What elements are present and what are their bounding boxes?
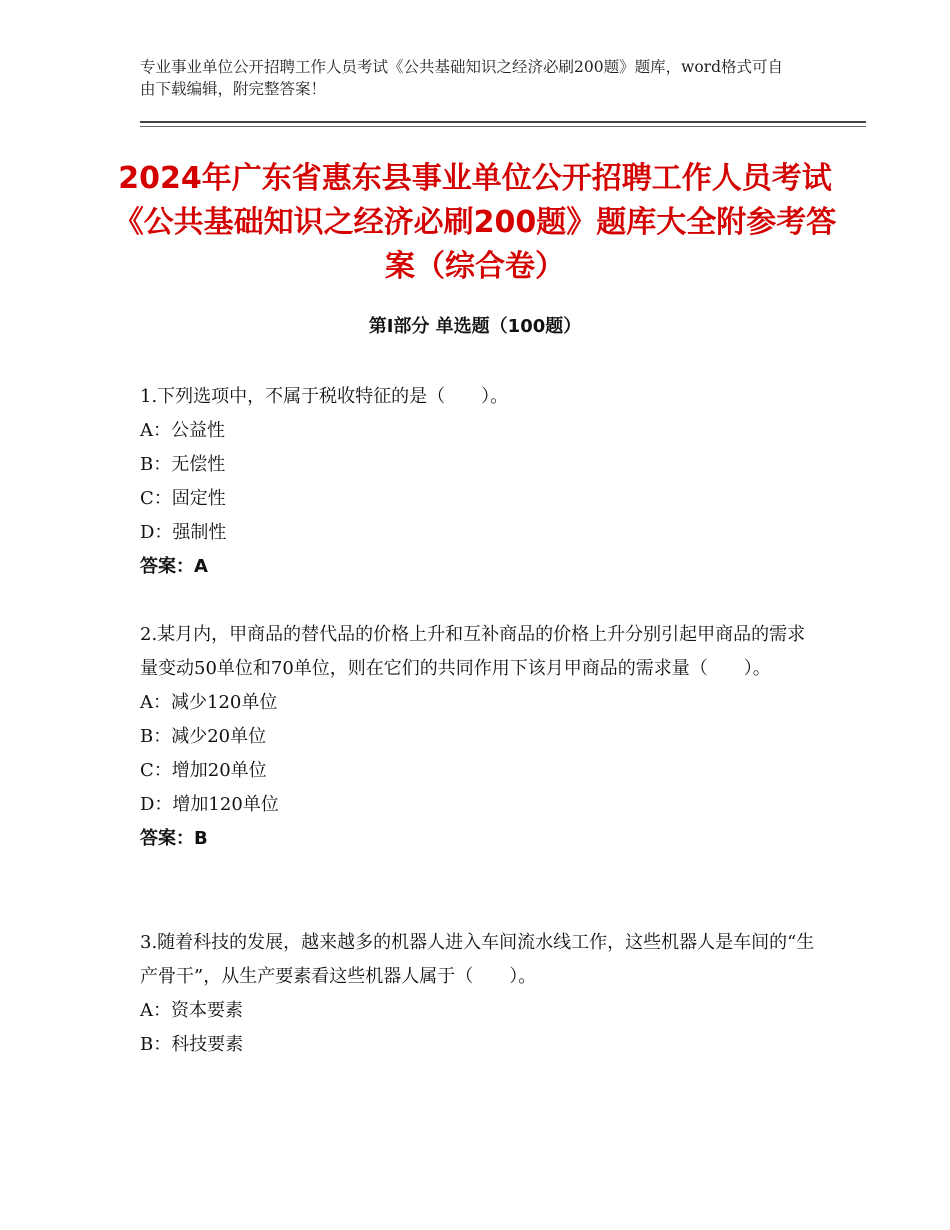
option-d: D：强制性	[140, 522, 227, 543]
option-c: C：固定性	[140, 488, 226, 509]
document-title: 2024年广东省惠东县事业单位公开招聘工作人员考试《公共基础知识之经济必刷200题》题库大全附参考答案（综合卷）	[113, 161, 837, 284]
option-b: B：减少20单位	[140, 726, 267, 747]
question-stem: 1.下列选项中，不属于税收特征的是（ ）。	[140, 386, 509, 407]
question-block	[140, 926, 820, 1062]
header-note: 专业事业单位公开招聘工作人员考试《公共基础知识之经济必刷200题》题库，word格式可自由下载编辑，附完整答案！	[140, 58, 784, 98]
option-c: C：增加20单位	[140, 760, 267, 781]
option-b: B：无偿性	[140, 454, 226, 475]
question-stem: 3.随着科技的发展，越来越多的机器人进入车间流水线工作，这些机器人是车间的“生产骨干”，从生产要素看这些机器人属于（ ）。	[140, 932, 815, 987]
option-a: A：减少120单位	[140, 692, 278, 713]
option-a: A：公益性	[140, 420, 225, 441]
header-divider-thick	[140, 121, 866, 123]
section-heading: 第Ⅰ部分 单选题（100题）	[368, 316, 582, 337]
option-b: B：科技要素	[140, 1034, 244, 1055]
question-stem: 2.某月内，甲商品的替代品的价格上升和互补商品的价格上升分别引起甲商品的需求量变动50单位和70单位，则在它们的共同作用下该月甲商品的需求量（ ）。	[140, 624, 806, 679]
option-a: A：资本要素	[140, 1000, 243, 1021]
question-block	[140, 618, 820, 856]
header-divider-thin	[140, 126, 866, 127]
answer-line: 答案：B	[140, 828, 208, 849]
answer-line: 答案：A	[140, 556, 208, 577]
option-d: D：增加120单位	[140, 794, 279, 815]
question-block	[140, 380, 820, 584]
